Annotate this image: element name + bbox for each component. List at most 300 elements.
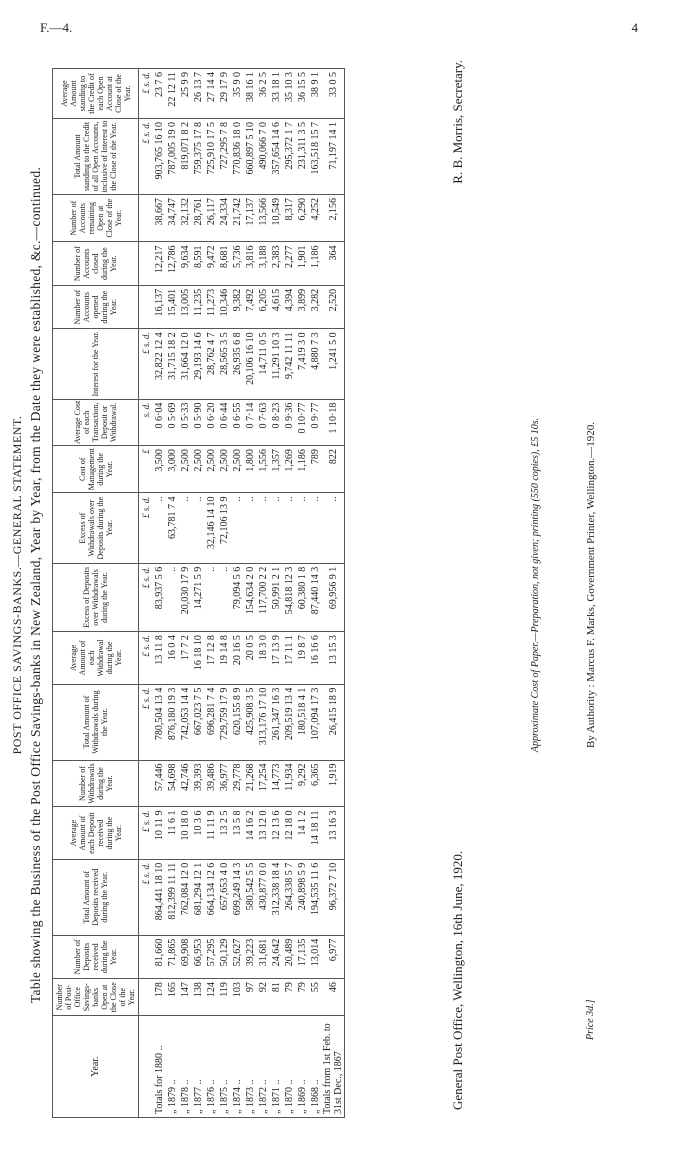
value-cell: 39,393	[192, 760, 205, 807]
table-row	[270, 69, 283, 1118]
table-row	[296, 69, 309, 1118]
value-cell: 13 16 3	[322, 807, 345, 859]
value-cell: 620,155 8 9	[231, 684, 244, 760]
table-row	[283, 69, 296, 1118]
value-cell: 1,556	[257, 446, 270, 493]
value-cell: 57,295	[205, 935, 218, 978]
value-cell: 81	[270, 979, 283, 1016]
value-cell: 14,773	[270, 760, 283, 807]
value-cell: 20 16 5	[231, 632, 244, 684]
value-cell: 20,489	[283, 935, 296, 978]
unit-cell	[139, 285, 154, 328]
value-cell: 31,715 18 2	[166, 329, 179, 399]
unit-cell: s. d.	[139, 399, 154, 446]
page-number: 4	[631, 20, 638, 35]
value-cell: 42,746	[179, 760, 192, 807]
value-cell: 52,627	[231, 935, 244, 978]
value-cell: 759,375 17 8	[192, 119, 205, 195]
value-cell: 16 0 4	[166, 632, 179, 684]
value-cell: 54,698	[166, 760, 179, 807]
value-cell: 264,338 5 7	[283, 859, 296, 935]
column-header: Year.	[53, 1016, 139, 1118]
column-header: Average Amount of each Deposit received during the Year.	[53, 807, 139, 859]
value-cell: 1,186	[309, 242, 322, 285]
value-cell: 12 18 0	[283, 807, 296, 859]
value-cell: ..	[166, 563, 179, 631]
value-cell: 0 7·14	[244, 399, 257, 446]
value-cell: 1,186	[296, 446, 309, 493]
authority-line: By Authority : Marcus F. Marks, Government Printer, Wellington.—1920.	[585, 421, 597, 749]
value-cell: 29,778	[231, 760, 244, 807]
value-cell: 79,094 5 6	[231, 563, 244, 631]
value-cell: 0 5·90	[192, 399, 205, 446]
value-cell: 17,135	[296, 935, 309, 978]
footer-signature: R. B. Morris, Secretary.	[450, 60, 465, 184]
value-cell: 762,084 12 0	[179, 859, 192, 935]
value-cell: 13 15 3	[322, 632, 345, 684]
column-header: Average Amount standing to the Credit of each Open Account at Close of the Year.	[53, 69, 139, 119]
value-cell: 11 6 1	[166, 807, 179, 859]
year-cell: „ 1877 ..	[192, 1016, 205, 1118]
value-cell: 787,005 19 0	[166, 119, 179, 195]
table-row	[244, 69, 257, 1118]
value-cell: 0 6·44	[218, 399, 231, 446]
value-cell: 9,382	[231, 285, 244, 328]
value-cell: 79	[283, 979, 296, 1016]
value-cell: 13 11 8	[153, 632, 166, 684]
unit-cell	[139, 242, 154, 285]
value-cell: 8,591	[192, 242, 205, 285]
value-cell: 1 10·18	[322, 399, 345, 446]
value-cell: 490,066 7 0	[257, 119, 270, 195]
value-cell: 240,898 5 9	[296, 859, 309, 935]
value-cell: ..	[283, 493, 296, 563]
value-cell: 17,137	[244, 194, 257, 242]
year-cell: „ 1875 ..	[218, 1016, 231, 1118]
page-code: F.—4.	[40, 20, 73, 35]
value-cell: 8,317	[283, 194, 296, 242]
column-header: Cost of Management during the Year.	[53, 446, 139, 493]
value-cell: 39,223	[244, 935, 257, 978]
table-row	[309, 69, 322, 1118]
value-cell: 7,419 3 0	[296, 329, 309, 399]
value-cell: 54,818 12 3	[283, 563, 296, 631]
value-cell: 6,290	[296, 194, 309, 242]
value-cell: 17 12 8	[205, 632, 218, 684]
caption-subtitle: Table showing the Business of the Post Office Savings-banks in New Zealand, Year by Year, from the Date they were established, &c.—continued.	[28, 166, 43, 1004]
value-cell: 812,399 11 11	[166, 859, 179, 935]
value-cell: 6,205	[257, 285, 270, 328]
value-cell: 231,311 3 5	[296, 119, 309, 195]
value-cell: 15,401	[166, 285, 179, 328]
value-cell: 26,935 6 8	[231, 329, 244, 399]
value-cell: 32,146 14 10	[205, 493, 218, 563]
value-cell: 97	[244, 979, 257, 1016]
value-cell: 23 7 6	[153, 69, 166, 119]
value-cell: 32,822 12 4	[153, 329, 166, 399]
value-cell: 10,549	[270, 194, 283, 242]
value-cell: 2,156	[322, 194, 345, 242]
value-cell: 119	[218, 979, 231, 1016]
value-cell: 16 18 10	[192, 632, 205, 684]
column-header: Total Amount of Withdrawals during the Year.	[53, 684, 139, 760]
value-cell: 4,394	[283, 285, 296, 328]
value-cell: 667,023 7 5	[192, 684, 205, 760]
value-cell: 657,653 4 0	[218, 859, 231, 935]
value-cell: 742,053 14 4	[179, 684, 192, 760]
value-cell: 4,880 7 3	[309, 329, 322, 399]
value-cell: 29,193 14 6	[192, 329, 205, 399]
value-cell: 822	[322, 446, 345, 493]
value-cell: 27 14 4	[205, 69, 218, 119]
value-cell: 19 8 7	[296, 632, 309, 684]
value-cell: 21,268	[244, 760, 257, 807]
value-cell: ..	[244, 493, 257, 563]
value-cell: 50,129	[218, 935, 231, 978]
table-row	[257, 69, 270, 1118]
value-cell: 36,977	[218, 760, 231, 807]
value-cell: 10 3 6	[192, 807, 205, 859]
value-cell: 14 16 2	[244, 807, 257, 859]
value-cell: 14,271 5 9	[192, 563, 205, 631]
value-cell: 163,518 15 7	[309, 119, 322, 195]
value-cell: 31,664 12 0	[179, 329, 192, 399]
value-cell: 6,365	[309, 760, 322, 807]
value-cell: ..	[218, 563, 231, 631]
value-cell: ..	[296, 493, 309, 563]
value-cell: 1,357	[270, 446, 283, 493]
unit-cell: £ s. d.	[139, 493, 154, 563]
table-row	[166, 69, 179, 1118]
value-cell: 8,681	[218, 242, 231, 285]
footer-location: General Post Office, Wellington, 16th June, 1920.	[450, 850, 465, 1110]
savings-bank-table	[52, 68, 345, 1118]
value-cell: 13 2 5	[218, 807, 231, 859]
value-cell: 681,294 12 1	[192, 859, 205, 935]
value-cell: 33 0 5	[322, 69, 345, 119]
column-header: Total Amount standing to the Credit of all Open Accounts, inclusive of Interest to the Close of the Year.	[53, 119, 139, 195]
value-cell: 2,500	[218, 446, 231, 493]
year-cell: „ 1874 ..	[231, 1016, 244, 1118]
value-cell: 313,176 17 10	[257, 684, 270, 760]
value-cell: 35 9 0	[231, 69, 244, 119]
unit-cell: £	[139, 446, 154, 493]
value-cell: 17 7 2	[179, 632, 192, 684]
value-cell: 81,660	[153, 935, 166, 978]
value-cell: ..	[192, 493, 205, 563]
column-header: Number of Accounts remaining Open at Close of the Year.	[53, 194, 139, 242]
value-cell: 103	[231, 979, 244, 1016]
price-note: Price 3d.]	[585, 999, 596, 1040]
value-cell: 60,380 1 8	[296, 563, 309, 631]
unit-cell: £ s. d.	[139, 563, 154, 631]
value-cell: ..	[270, 493, 283, 563]
value-cell: 2,500	[205, 446, 218, 493]
value-cell: 147	[179, 979, 192, 1016]
value-cell: 3,188	[257, 242, 270, 285]
value-cell: 92	[257, 979, 270, 1016]
unit-cell	[139, 979, 154, 1016]
value-cell: 3,282	[309, 285, 322, 328]
value-cell: 24,642	[270, 935, 283, 978]
year-cell: „ 1872 ..	[257, 1016, 270, 1118]
value-cell: 36 2 5	[257, 69, 270, 119]
value-cell: 9,742 11 11	[283, 329, 296, 399]
value-cell: 2,500	[192, 446, 205, 493]
value-cell: 39,486	[205, 760, 218, 807]
value-cell: 194,535 11 6	[309, 859, 322, 935]
value-cell: 34,747	[166, 194, 179, 242]
table-row	[218, 69, 231, 1118]
value-cell: 0 6·55	[231, 399, 244, 446]
value-cell: 364	[322, 242, 345, 285]
column-header: Number of Deposits received during the Year.	[53, 935, 139, 978]
value-cell: 14 18 11	[309, 807, 322, 859]
value-cell: 71,865	[166, 935, 179, 978]
value-cell: 13,014	[309, 935, 322, 978]
value-cell: 138	[192, 979, 205, 1016]
value-cell: 28,761	[192, 194, 205, 242]
value-cell: 31,681	[257, 935, 270, 978]
value-cell: 11,934	[283, 760, 296, 807]
value-cell: 789	[309, 446, 322, 493]
value-cell: 69,956 9 1	[322, 563, 345, 631]
column-header: Excess of Withdrawals over Deposits during the Year.	[53, 493, 139, 563]
value-cell: 0 5·69	[166, 399, 179, 446]
unit-cell	[139, 1016, 154, 1118]
value-cell: 21,742	[231, 194, 244, 242]
value-cell: ..	[322, 493, 345, 563]
value-cell: 55	[309, 979, 322, 1016]
table-row	[153, 69, 166, 1118]
value-cell: 10 11 9	[153, 807, 166, 859]
value-cell: 50,991 2 1	[270, 563, 283, 631]
value-cell: 0 6·20	[205, 399, 218, 446]
table-row	[231, 69, 244, 1118]
value-cell: 11,235	[192, 285, 205, 328]
value-cell: 3,899	[296, 285, 309, 328]
value-cell: 124	[205, 979, 218, 1016]
column-header: Number of Accounts opened during the Year.	[53, 285, 139, 328]
value-cell: 2,500	[179, 446, 192, 493]
value-cell: 876,180 19 3	[166, 684, 179, 760]
value-cell: 696,281 7 4	[205, 684, 218, 760]
value-cell: 87,440 14 3	[309, 563, 322, 631]
table-row	[192, 69, 205, 1118]
value-cell: 57,446	[153, 760, 166, 807]
value-cell: ..	[231, 493, 244, 563]
year-cell: „ 1876 ..	[205, 1016, 218, 1118]
value-cell: 28,762 4 7	[205, 329, 218, 399]
value-cell: 357,654 14 6	[270, 119, 283, 195]
value-cell: 0 7·63	[257, 399, 270, 446]
unit-cell	[139, 760, 154, 807]
value-cell: 66,953	[192, 935, 205, 978]
value-cell: 22 12 11	[166, 69, 179, 119]
value-cell: 33 18 1	[270, 69, 283, 119]
value-cell: 2,520	[322, 285, 345, 328]
value-cell: 26 13 7	[192, 69, 205, 119]
value-cell: 71,197 14 1	[322, 119, 345, 195]
value-cell: 38,667	[153, 194, 166, 242]
value-cell: 3,816	[244, 242, 257, 285]
value-cell: ..	[309, 493, 322, 563]
value-cell: 11,291 10 3	[270, 329, 283, 399]
value-cell: 25 9 9	[179, 69, 192, 119]
value-cell: 16 16 6	[309, 632, 322, 684]
rotated-page-content	[0, 20, 700, 1150]
value-cell: 9,472	[205, 242, 218, 285]
value-cell: 699,249 14 3	[231, 859, 244, 935]
value-cell: 24,334	[218, 194, 231, 242]
value-cell: 18 3 0	[257, 632, 270, 684]
value-cell: 9,634	[179, 242, 192, 285]
value-cell: 5,736	[231, 242, 244, 285]
value-cell: 38 9 1	[309, 69, 322, 119]
value-cell: 35 10 3	[283, 69, 296, 119]
value-cell: 1,919	[322, 760, 345, 807]
value-cell: 4,615	[270, 285, 283, 328]
table-row	[322, 69, 345, 1118]
value-cell: 430,877 0 0	[257, 859, 270, 935]
value-cell: 10,346	[218, 285, 231, 328]
table-row	[179, 69, 192, 1118]
value-cell: 1,901	[296, 242, 309, 285]
value-cell: 165	[166, 979, 179, 1016]
value-cell: 9,292	[296, 760, 309, 807]
value-cell: 180,518 4 1	[296, 684, 309, 760]
value-cell: ..	[257, 493, 270, 563]
value-cell: 154,634 2 0	[244, 563, 257, 631]
value-cell: 178	[153, 979, 166, 1016]
value-cell: 26,415 18 9	[322, 684, 345, 760]
value-cell: 7,492	[244, 285, 257, 328]
value-cell: 11,273	[205, 285, 218, 328]
value-cell: 13,005	[179, 285, 192, 328]
value-cell: 26,117	[205, 194, 218, 242]
year-cell: „ 1869 ..	[296, 1016, 309, 1118]
value-cell: 12 13 6	[270, 807, 283, 859]
value-cell: 28,565 3 5	[218, 329, 231, 399]
value-cell: 10 18 0	[179, 807, 192, 859]
value-cell: 209,519 13 4	[283, 684, 296, 760]
value-cell: 72,106 13 9	[218, 493, 231, 563]
value-cell: 580,542 5 5	[244, 859, 257, 935]
value-cell: ..	[205, 563, 218, 631]
value-cell: 17,254	[257, 760, 270, 807]
value-cell: 14,711 0 5	[257, 329, 270, 399]
value-cell: 11 11 9	[205, 807, 218, 859]
year-cell: „ 1873 ..	[244, 1016, 257, 1118]
caption-title: POST OFFICE SAVINGS-BANKS.—GENERAL STATEMENT.	[10, 415, 24, 755]
value-cell: 0 6·04	[153, 399, 166, 446]
value-cell: 1,800	[244, 446, 257, 493]
column-header: Number of Withdrawals during the Year.	[53, 760, 139, 807]
value-cell: 770,836 18 0	[231, 119, 244, 195]
value-cell: 0 9·77	[309, 399, 322, 446]
value-cell: 1,269	[283, 446, 296, 493]
value-cell: 46	[322, 979, 345, 1016]
value-cell: 13 12 0	[257, 807, 270, 859]
value-cell: 32,132	[179, 194, 192, 242]
year-cell: Totals for 1880 ..	[153, 1016, 166, 1118]
value-cell: 0 9·36	[283, 399, 296, 446]
value-cell: 295,372 1 7	[283, 119, 296, 195]
table-header-row	[53, 69, 139, 1118]
value-cell: 1,241 5 0	[322, 329, 345, 399]
column-header: Excess of Deposits over Withdrawals during the Year.	[53, 563, 139, 631]
value-cell: 864,441 18 10	[153, 859, 166, 935]
value-cell: 819,071 8 2	[179, 119, 192, 195]
value-cell: 13 5 8	[231, 807, 244, 859]
value-cell: 0 10·77	[296, 399, 309, 446]
value-cell: 729,759 17 9	[218, 684, 231, 760]
value-cell: ..	[179, 493, 192, 563]
year-cell: „ 1879 ..	[166, 1016, 179, 1118]
value-cell: 780,504 13 4	[153, 684, 166, 760]
unit-cell: £ s. d.	[139, 632, 154, 684]
year-cell: Totals from 1st Feb. to 31st Dec., 1867	[322, 1016, 345, 1118]
column-header: Average Cost of each Transaction, Deposit or Withdrawal.	[53, 399, 139, 446]
value-cell: 0 5·33	[179, 399, 192, 446]
year-cell: „ 1870 ..	[283, 1016, 296, 1118]
column-header: Number of Accounts closed during the Year.	[53, 242, 139, 285]
year-cell: „ 1871 ..	[270, 1016, 283, 1118]
value-cell: 660,897 5 10	[244, 119, 257, 195]
value-cell: 17 13 9	[270, 632, 283, 684]
value-cell: 0 8·23	[270, 399, 283, 446]
value-cell: 261,347 16 3	[270, 684, 283, 760]
value-cell: 727,295 7 8	[218, 119, 231, 195]
value-cell: 20 0 5	[244, 632, 257, 684]
value-cell: 312,338 18 4	[270, 859, 283, 935]
value-cell: 12,217	[153, 242, 166, 285]
value-cell: 3,500	[153, 446, 166, 493]
value-cell: 69,908	[179, 935, 192, 978]
table-body	[139, 69, 345, 1118]
unit-cell: £ s. d.	[139, 859, 154, 935]
table-row	[205, 69, 218, 1118]
value-cell: 38 16 1	[244, 69, 257, 119]
value-cell: 13,566	[257, 194, 270, 242]
year-cell: „ 1868 ..	[309, 1016, 322, 1118]
unit-cell: £ s. d.	[139, 807, 154, 859]
value-cell: 2,500	[231, 446, 244, 493]
value-cell: 63,781 7 4	[166, 493, 179, 563]
value-cell: 725,910 17 5	[205, 119, 218, 195]
value-cell: 29 17 9	[218, 69, 231, 119]
value-cell: 6,977	[322, 935, 345, 978]
value-cell: 117,700 2 2	[257, 563, 270, 631]
unit-cell: £ s. d.	[139, 119, 154, 195]
value-cell: ..	[153, 493, 166, 563]
unit-cell	[139, 935, 154, 978]
unit-cell: £ s. d.	[139, 329, 154, 399]
column-header: Average Amount of each Withdrawal during the Year.	[53, 632, 139, 684]
value-cell: 79	[296, 979, 309, 1016]
value-cell: 19 14 8	[218, 632, 231, 684]
value-cell: 3,000	[166, 446, 179, 493]
value-cell: 4,252	[309, 194, 322, 242]
value-cell: 14 1 2	[296, 807, 309, 859]
approximate-cost-note: Approximate Cost of Paper.—Preparation, not given; printing (550 copies), £5 10s.	[530, 417, 541, 753]
value-cell: 2,383	[270, 242, 283, 285]
value-cell: 20,030 17 9	[179, 563, 192, 631]
value-cell: 36 15 5	[296, 69, 309, 119]
unit-cell	[139, 194, 154, 242]
value-cell: 20,106 16 10	[244, 329, 257, 399]
value-cell: 96,372 7 10	[322, 859, 345, 935]
